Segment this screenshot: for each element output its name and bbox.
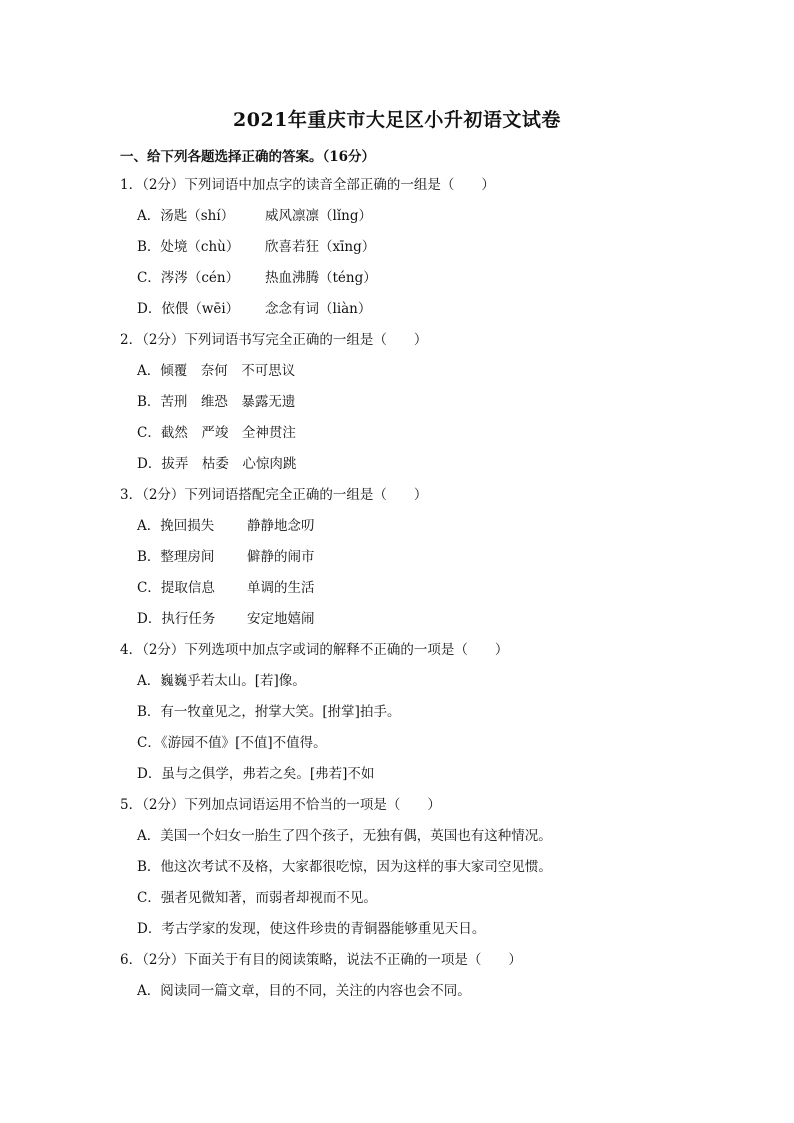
answer-option (137, 827, 552, 845)
option-text: C．提取信息 (137, 580, 215, 596)
option-text: C．截然 严竣 全神贯注 (137, 425, 296, 441)
option-text: D．考古学家的发现，使这件珍贵的青铜器能够重见天日。 (137, 921, 486, 937)
option-text: D．依偎（wēi） (137, 301, 240, 317)
option-text: D．执行任务 (137, 611, 216, 627)
option-text-secondary: 念念有词（liàn） (265, 301, 372, 317)
option-text: A．美国一个妇女一胎生了四个孩子，无独有偶，英国也有这种情况。 (137, 828, 552, 844)
option-text: B．他这次考试不及格，大家都很吃惊，因为这样的事大家司空见惯。 (137, 859, 552, 875)
option-text-secondary: 静静地念叨 (247, 518, 315, 534)
answer-option (137, 734, 327, 752)
option-text: A．倾覆 奈何 不可思议 (137, 363, 296, 379)
section-heading: 一、给下列各题选择正确的答案。（16分） (120, 149, 376, 165)
option-text: C．《游园不值》[不值]不值得。 (137, 735, 327, 751)
answer-option (137, 703, 400, 721)
question-stem: 1．（2分）下列词语中加点字的读音全部正确的一组是（ ） (120, 177, 495, 193)
option-text: A．巍巍乎若太山。[若]像。 (137, 673, 306, 689)
option-text: B．苦刑 维恐 暴露无遗 (137, 394, 296, 410)
option-text: B．整理房间 (137, 549, 215, 565)
question-stem: 6．（2分）下面关于有目的阅读策略，说法不正确的一项是（ ） (120, 952, 522, 968)
question-stem: 4．（2分）下列选项中加点字或词的解释不正确的一项是（ ） (120, 642, 509, 658)
answer-option (137, 455, 296, 473)
option-text-secondary: 僻静的闹市 (247, 549, 315, 565)
answer-option (137, 238, 376, 256)
answer-option (137, 579, 315, 597)
option-text-secondary: 安定地嬉闹 (247, 611, 315, 627)
question-stem: 2．（2分）下列词语书写完全正确的一组是（ ） (120, 332, 428, 348)
option-text: A．阅读同一篇文章，目的不同，关注的内容也会不同。 (137, 983, 471, 999)
answer-option (137, 269, 377, 287)
answer-option (137, 672, 306, 690)
option-text: B．有一牧童见之，拊掌大笑。[拊掌]拍手。 (137, 704, 401, 720)
option-text-secondary: 威风凛凛（lǐng） (265, 208, 372, 224)
answer-option (137, 889, 377, 907)
option-text: C．涔涔（cén） (137, 270, 240, 286)
option-text-secondary: 单调的生活 (247, 580, 315, 596)
question-stem: 3．（2分）下列词语搭配完全正确的一组是（ ） (120, 487, 428, 503)
answer-option (137, 517, 315, 535)
answer-option (137, 765, 374, 783)
option-text: D．虽与之俱学，弗若之矣。[弗若]不如 (137, 766, 375, 782)
page-title: 2021年重庆市大足区小升初语文试卷 (233, 109, 561, 131)
option-text: A．挽回损失 (137, 518, 215, 534)
answer-option (137, 362, 295, 380)
answer-option (137, 393, 295, 411)
option-text: A．汤匙（shí） (137, 208, 235, 224)
answer-option (137, 424, 296, 442)
question-stem: 5．（2分）下列加点词语运用不恰当的一项是（ ） (120, 797, 441, 813)
answer-option (137, 548, 315, 566)
option-text: D．拔弄 枯委 心惊肉跳 (137, 456, 297, 472)
answer-option (137, 300, 372, 318)
answer-option (137, 207, 372, 225)
option-text-secondary: 热血沸腾（téng） (265, 270, 377, 286)
answer-option (137, 982, 471, 1000)
answer-option (137, 610, 315, 628)
answer-option (137, 920, 485, 938)
option-text-secondary: 欣喜若狂（xīng） (265, 239, 376, 255)
answer-option (137, 858, 552, 876)
option-text: C．强者见微知著，而弱者却视而不见。 (137, 890, 377, 906)
option-text: B．处境（chù） (137, 239, 240, 255)
